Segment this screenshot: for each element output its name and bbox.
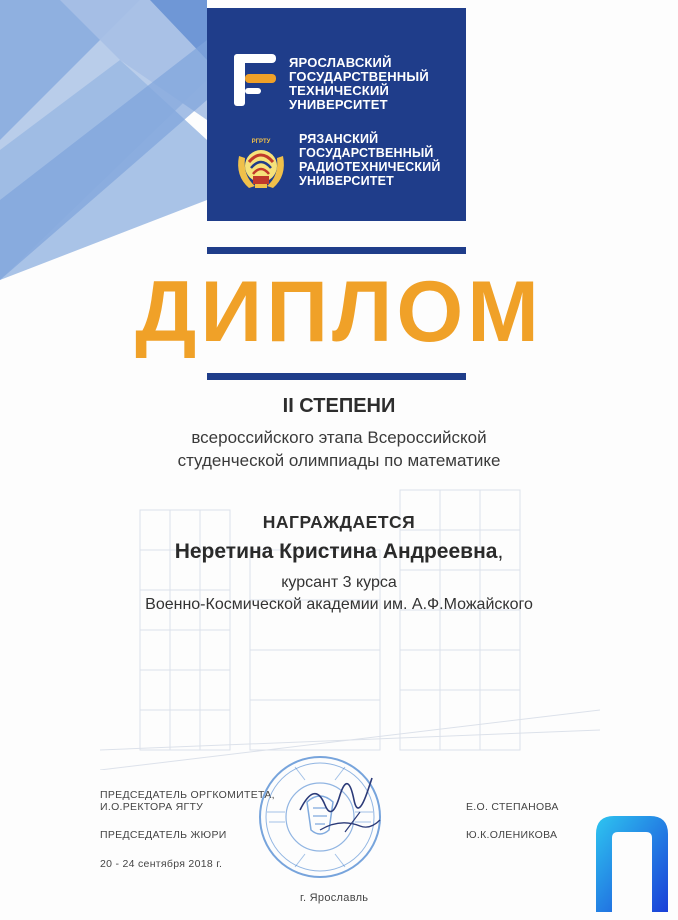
chair-org-name: Е.О. СТЕПАНОВА	[466, 801, 559, 813]
decorative-triangles	[0, 0, 240, 290]
header-banner	[207, 8, 466, 221]
chair-jury-name: Ю.К.ОЛЕНИКОВА	[466, 829, 558, 841]
recipient-name: Неретина Кристина Андреевна	[174, 540, 498, 563]
chair-org-label	[100, 789, 275, 813]
recipient-course: курсант 3 курса	[281, 574, 397, 591]
recipient-name-line	[0, 540, 678, 564]
awarded-label: НАГРАЖДАЕТСЯ	[262, 512, 416, 532]
diploma-title: ДИПЛОМ	[135, 264, 543, 360]
yagtu-name	[289, 56, 429, 112]
rgrtu-line: УНИВЕРСИТЕТ	[299, 174, 394, 188]
handwritten-signature	[290, 760, 390, 840]
city-label: г. Ярославль	[300, 892, 369, 904]
recipient-academy: Военно-Космической академии им. А.Ф.Можайского	[145, 596, 533, 613]
event-line: всероссийского этапа Всероссийской	[191, 428, 487, 447]
yagtu-block	[231, 56, 429, 112]
event-line: студенческой олимпиады по математике	[177, 451, 501, 470]
recipient-name-comma: ,	[497, 540, 504, 563]
yagtu-line: УНИВЕРСИТЕТ	[289, 97, 388, 112]
rgrtu-crest-label: РГРТУ	[251, 139, 271, 145]
yagtu-line: ГОСУДАРСТВЕННЫЙ	[289, 69, 429, 84]
rgrtu-line: ГОСУДАРСТВЕННЫЙ	[299, 146, 434, 160]
yagtu-line: ЯРОСЛАВСКИЙ	[289, 55, 392, 70]
title-rule-bottom	[207, 373, 466, 380]
degree-label: II СТЕПЕНИ	[282, 395, 396, 417]
rgrtu-name	[299, 132, 441, 188]
rgrtu-block	[231, 132, 441, 194]
rgrtu-line: РЯЗАНСКИЙ	[299, 132, 379, 146]
rgrtu-line: РАДИОТЕХНИЧЕСКИЙ	[299, 160, 441, 174]
title-rule-top	[207, 247, 466, 254]
chair-jury-label: ПРЕДСЕДАТЕЛЬ ЖЮРИ	[100, 829, 227, 841]
chair-org-line: И.О.РЕКТОРА ЯГТУ	[100, 801, 204, 813]
chair-org-line: ПРЕДСЕДАТЕЛЬ ОРГКОМИТЕТА,	[100, 789, 275, 801]
event-description	[0, 426, 678, 472]
yagtu-line: ТЕХНИЧЕСКИЙ	[289, 83, 390, 98]
yagtu-logo-icon	[231, 50, 279, 110]
corner-brand-logo-icon	[592, 812, 672, 916]
event-dates: 20 - 24 сентября 2018 г.	[100, 858, 223, 870]
rgrtu-crest-icon	[231, 136, 291, 194]
